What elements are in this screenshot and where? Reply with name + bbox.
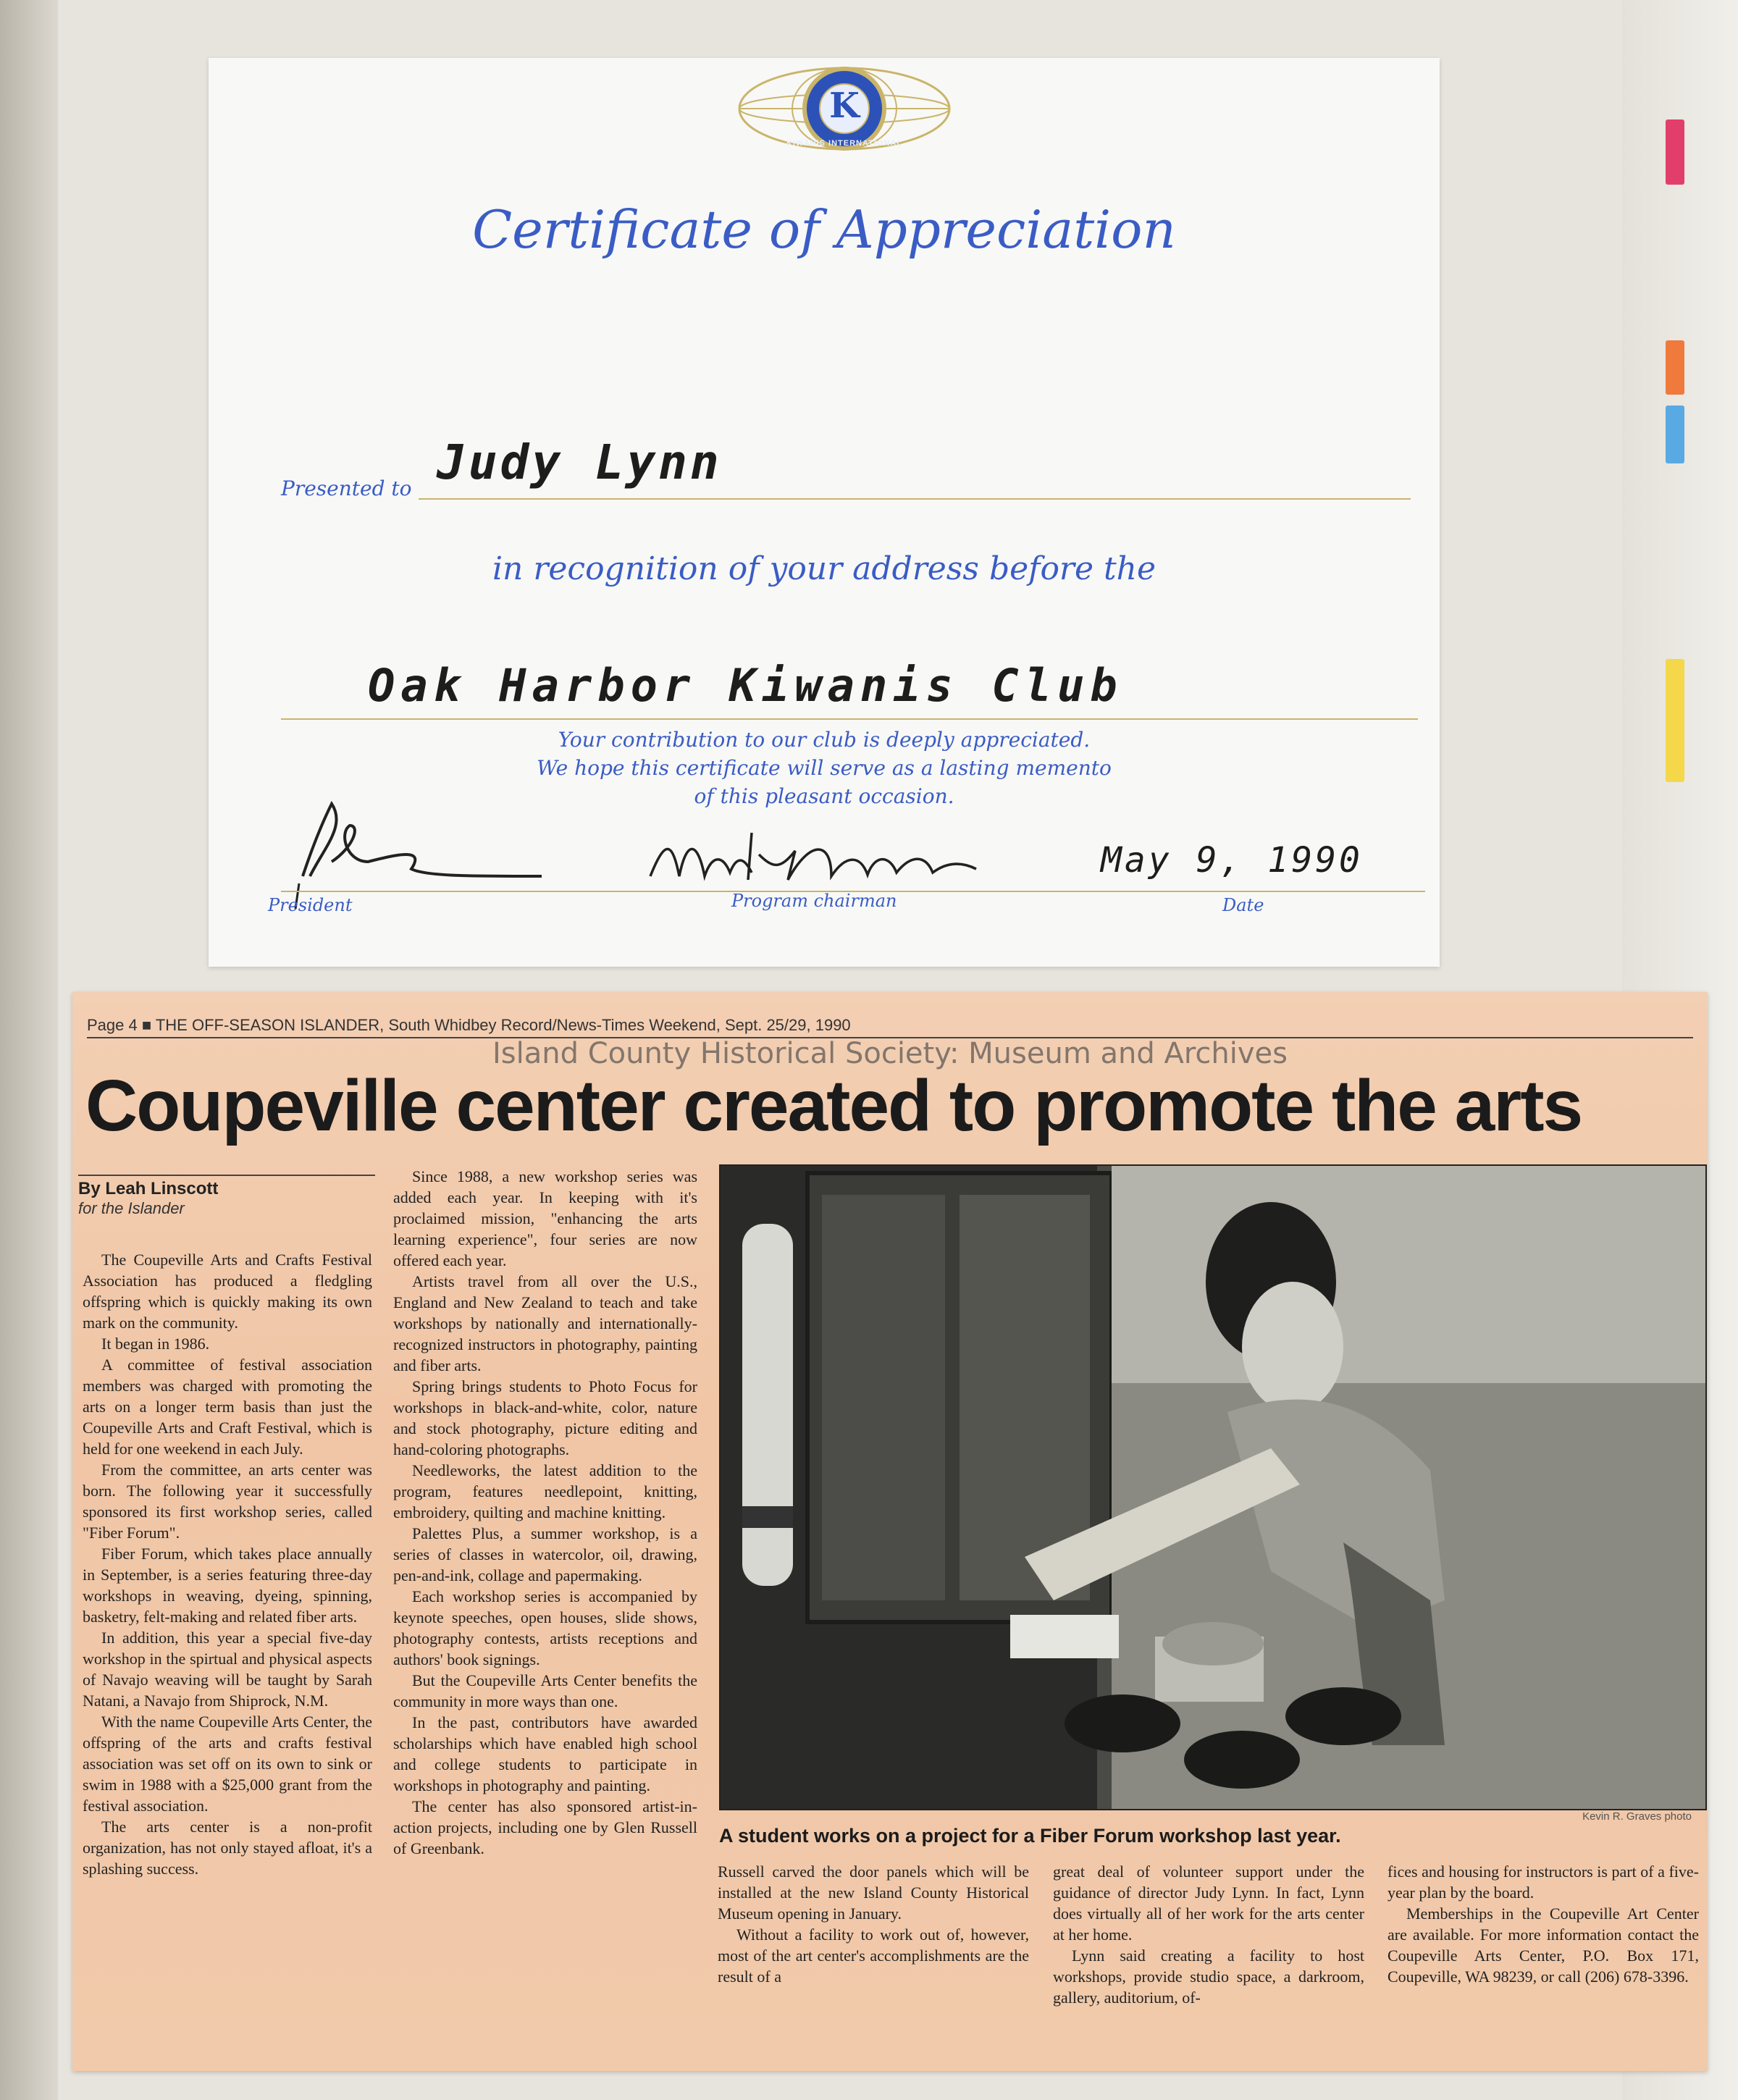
paragraph: Artists travel from all over the U.S., England and New Zealand to teach and take workshops by nationally and internationally-recognized instructors in photography, painting and fiber arts.: [393, 1272, 697, 1374]
index-tab-pink: [1666, 119, 1684, 185]
paragraph: Since 1988, a new workshop series was added each year. In keeping with it's proclaimed mission, "enhancing the arts learning experience", four series are now offered each year.: [393, 1167, 697, 1269]
paragraph: With the name Coupeville Arts Center, the offspring of the arts and crafts festival association was set off on its own to sink or swim in 1988 with a $25,000 grant from the festival association.: [83, 1713, 372, 1815]
newspaper-clipping: [72, 992, 1708, 2071]
photo-caption: A student works on a project for a Fiber Forum workshop last year.: [719, 1825, 1341, 1847]
paragraph: Memberships in the Coupeville Art Center are available. For more information contact the Coupeville Arts Center, P.O. Box 171, Coupeville, WA 98239, or call (206) 678-3396.: [1388, 1904, 1699, 1986]
byline-role: for the Islander: [78, 1199, 185, 1217]
paragraph: Spring brings students to Photo Focus for workshops in black-and-white, color, nature and stock photography, picture editing and hand-coloring photographs.: [393, 1377, 697, 1458]
president-label: President: [268, 895, 353, 915]
recipient-name: Judy Lynn: [437, 434, 722, 490]
presented-to-label: Presented to: [281, 476, 412, 500]
message-line-2: We hope this certificate will serve as a lasting memento: [537, 756, 1112, 780]
article-column-2: [393, 1166, 697, 1859]
paragraph: Each workshop series is accompanied by keynote speeches, open houses, slide shows, photography contests, artists receptions and authors' book signings.: [393, 1587, 697, 1668]
logo-letter: K: [829, 85, 860, 126]
club-line: [281, 718, 1418, 720]
photo-illustration: [721, 1166, 1705, 1809]
message-line-3: of this pleasant occasion.: [694, 784, 954, 808]
paragraph: From the committee, an arts center was born. The following year it successfully sponsored its first workshop series, called "Fiber Forum".: [83, 1461, 372, 1542]
paragraph: It began in 1986.: [101, 1335, 210, 1353]
article-column-3: [718, 1861, 1029, 1987]
paragraph: The Coupeville Arts and Crafts Festival Association has produced a fledgling offspring which is quickly making its own mark on the community.: [83, 1251, 372, 1332]
club-name: Oak Harbor Kiwanis Club: [368, 659, 1123, 712]
archive-watermark: Island County Historical Society: Museum and Archives: [492, 1037, 1288, 1070]
paragraph: great deal of volunteer support under the guidance of director Judy Lynn. In fact, Lynn does virtually all of her work for the arts center at her home.: [1053, 1862, 1364, 1944]
album-binding-shadow: [0, 0, 58, 2100]
chairman-signature: [643, 811, 991, 898]
paragraph: In addition, this year a special five-day workshop in the spirtual and physical aspects of Navajo weaving will be taught by Sarah Natani, a Navajo from Shiprock, N.M.: [83, 1629, 372, 1710]
index-tab-orange: [1666, 340, 1684, 395]
paragraph: A committee of festival association members was charged with promoting the arts on a longer term basis than just the Coupeville Arts and Craft Festival, which is held for one weekend in each July.: [83, 1356, 372, 1458]
recipient-line: [419, 498, 1411, 500]
certificate: [209, 58, 1440, 967]
headline: Coupeville center created to promote the arts: [85, 1065, 1582, 1146]
recognition-text: in recognition of your address before the: [492, 550, 1156, 587]
byline: [78, 1175, 375, 1218]
program-chairman-label: Program chairman: [731, 891, 897, 911]
paragraph: The arts center is a non-profit organization, has not only stayed afloat, it's a splashing success.: [83, 1818, 372, 1878]
paragraph: Russell carved the door panels which will be installed at the new Island County Historical Museum opening in January.: [718, 1862, 1029, 1923]
byline-author: By Leah Linscott: [78, 1179, 219, 1198]
photo-credit: Kevin R. Graves photo: [1582, 1810, 1692, 1823]
paragraph: The center has also sponsored artist-in-action projects, including one by Glen Russell of Greenbank.: [393, 1797, 697, 1857]
article-photo: [719, 1164, 1707, 1810]
paragraph: Lynn said creating a facility to host workshops, provide studio space, a darkroom, gallery, auditorium, of-: [1053, 1946, 1364, 2007]
date-value: May 9, 1990: [1101, 840, 1363, 881]
paragraph: Needleworks, the latest addition to the program, features needlepoint, knitting, embroidery, quilting and machine knitting.: [393, 1461, 697, 1521]
message-line-1: Your contribution to our club is deeply appreciated.: [558, 728, 1091, 752]
article-column-5: [1388, 1861, 1699, 1987]
index-tab-yellow: [1666, 659, 1684, 782]
certificate-title: Certificate of Appreciation: [472, 199, 1176, 260]
logo-text: KIWANIS INTERNATIONAL: [786, 139, 903, 148]
article-column-4: [1053, 1861, 1364, 2008]
paragraph: fices and housing for instructors is part of a five-year plan by the board.: [1388, 1862, 1699, 1902]
date-label: Date: [1222, 895, 1264, 915]
index-tab-blue: [1666, 406, 1684, 463]
paragraph: But the Coupeville Arts Center benefits the community in more ways than one.: [393, 1671, 697, 1710]
paragraph: In the past, contributors have awarded scholarships which have enabled high school and college students to participate in workshops in photography and painting.: [393, 1713, 697, 1794]
paragraph: Without a facility to work out of, however, most of the art center's accomplishments are the result of a: [718, 1925, 1029, 1986]
paragraph: Palettes Plus, a summer workshop, is a series of classes in watercolor, oil, drawing, pen-and-ink, collage and papermaking.: [393, 1524, 697, 1584]
paragraph: Fiber Forum, which takes place annually in September, is a series featuring three-day workshops in weaving, dyeing, spinning, basketry, felt-making and related fiber arts.: [83, 1545, 372, 1626]
page-header: Page 4 ■ THE OFF-SEASON ISLANDER, South Whidbey Record/News-Times Weekend, Sept. 25/29, 1990: [87, 1016, 851, 1034]
article-column-1: [83, 1249, 372, 1879]
